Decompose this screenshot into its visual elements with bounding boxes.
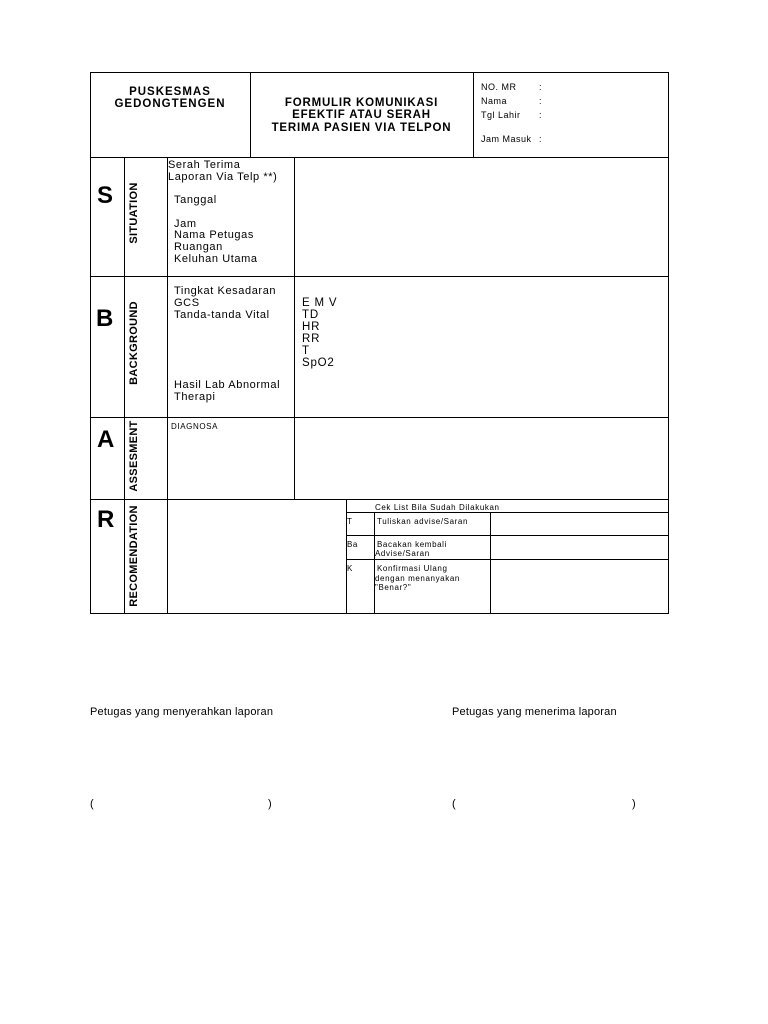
checklist-text-k-1: Konfirmasi Ulang [377,564,448,573]
checklist-text-ba-2: Advise/Saran [375,549,430,558]
section-name-background: BACKGROUND [128,301,140,385]
field-colon-jam-masuk: : [539,134,543,144]
background-item-hasil-lab: Hasil Lab Abnormal [174,379,281,391]
field-label-no-mr: NO. MR [481,82,517,92]
situation-item-serah-terima: Serah Terima [168,159,241,171]
signature-open-left: ( [90,798,94,810]
vital-t: T [302,345,310,357]
checklist-col-code [374,512,375,614]
checklist-line-title [346,512,669,513]
col-line-items [294,157,295,500]
situation-item-jam: Jam [174,218,197,230]
section-letter-b: B [96,305,114,332]
checklist-code-k: K [347,564,353,573]
vital-spo2: SpO2 [302,357,335,369]
vital-emv: E M V [302,297,338,309]
background-item-therapi: Therapi [174,391,216,403]
header-divider-2 [473,72,474,158]
org-name-line-2: GEDONGTENGEN [114,98,226,110]
checklist-code-ba: Ba [347,540,358,549]
signature-close-right: ) [632,798,636,810]
col-line-label [167,157,168,614]
org-name-line-1: PUSKESMAS [129,86,211,98]
background-item-tanda-vital: Tanda-tanda Vital [174,309,270,321]
vital-rr: RR [302,333,321,345]
situation-item-tanggal: Tanggal [174,194,217,206]
section-letter-s: S [97,182,114,209]
form-title-line-1: FORMULIR KOMUNIKASI [284,97,439,109]
section-letter-r: R [97,506,115,533]
field-colon-no-mr: : [539,82,543,92]
signature-close-left: ) [268,798,272,810]
checklist-text-k-3: "Benar?" [375,583,412,592]
form-title-line-2: EFEKTIF ATAU SERAH [292,109,431,121]
checklist-text-ba-1: Bacakan kembali [377,540,447,549]
field-colon-nama: : [539,96,543,106]
checklist-line-row1 [346,535,669,536]
signature-open-right: ( [452,798,456,810]
field-label-jam-masuk: Jam Masuk [481,134,532,144]
situation-item-ruangan: Ruangan [174,241,223,253]
section-name-assesment: ASSESMENT [128,420,140,492]
field-label-tgl-lahir: Tgl Lahir [481,110,521,120]
vital-hr: HR [302,321,321,333]
situation-item-keluhan-utama: Keluhan Utama [174,253,258,265]
checklist-line-row2 [346,559,669,560]
signature-label-right: Petugas yang menerima laporan [452,706,617,718]
vital-td: TD [302,309,319,321]
situation-item-nama-petugas: Nama Petugas [174,229,254,241]
checklist-title: Cek List Bila Sudah Dilakukan [375,503,500,512]
situation-item-laporan-via-telp: Laporan Via Telp **) [168,171,278,183]
diagnosa-label: DIAGNOSA [171,422,219,431]
section-letter-a: A [97,426,115,453]
form-title-line-3: TERIMA PASIEN VIA TELPON [271,122,452,134]
field-label-nama: Nama [481,96,508,106]
signature-label-left: Petugas yang menyerahkan laporan [90,706,274,718]
section-name-recomendation: RECOMENDATION [128,505,140,607]
row-line-1 [90,276,669,277]
col-line-letter [124,157,125,614]
field-colon-tgl-lahir: : [539,110,543,120]
row-line-3 [90,499,669,500]
background-item-tingkat-kesadaran: Tingkat Kesadaran [174,285,277,297]
section-name-situation: SITUATION [128,182,140,244]
checklist-code-t: T [347,517,353,526]
checklist-text-k-2: dengan menanyakan [375,574,460,583]
checklist-text-t: Tuliskan advise/Saran [377,517,469,526]
row-line-2 [90,417,669,418]
checklist-col-check [490,512,491,614]
background-item-gcs: GCS [174,297,200,309]
